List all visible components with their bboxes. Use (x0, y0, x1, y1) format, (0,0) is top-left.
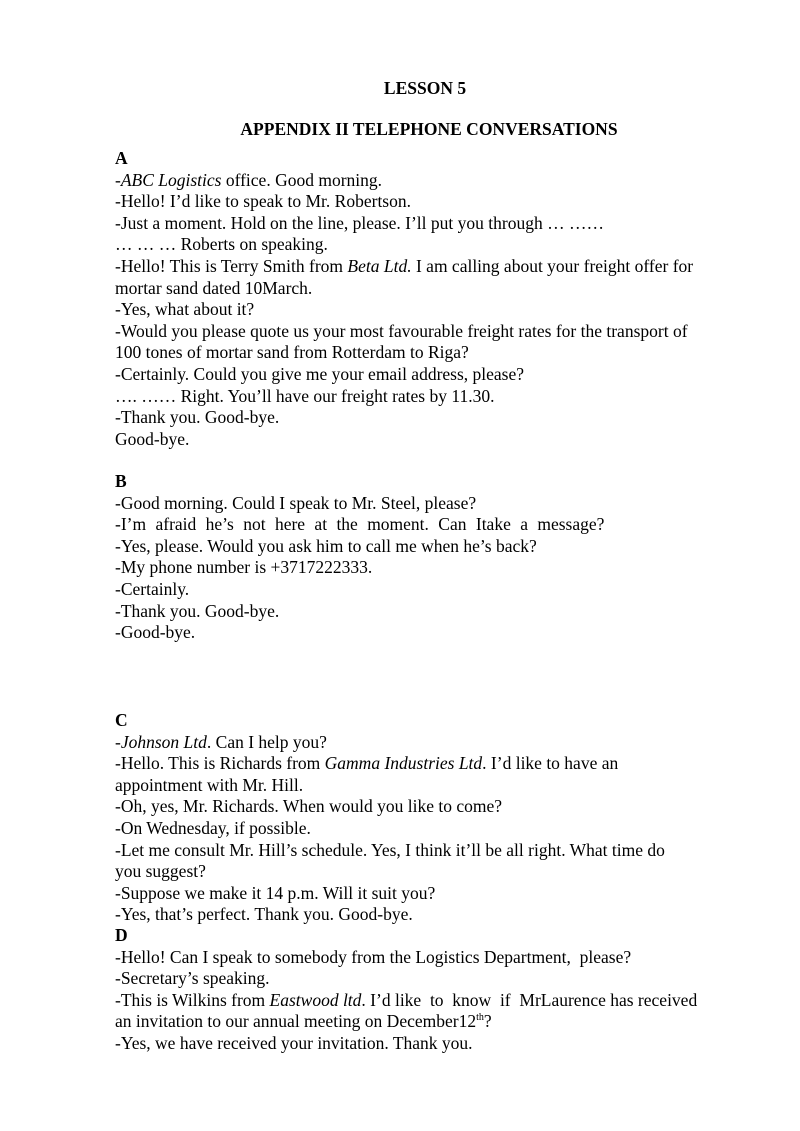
dialogue-line: -My phone number is +3717222333. (115, 557, 373, 578)
dialogue-line: -Yes, please. Would you ask him to call me when he’s back? (115, 535, 537, 556)
dialogue-line: -On Wednesday, if possible. (115, 817, 311, 838)
dialogue-line: -Thank you. Good-bye. (115, 600, 280, 621)
conversation-d (115, 925, 755, 1055)
dialogue-line: -Good-bye. (115, 622, 196, 643)
dialogue-line: -Suppose we make it 14 p.m. Will it suit you? (115, 882, 436, 903)
dialogue-line: -Johnson Ltd. Can I help you? (115, 731, 327, 752)
dialogue-line: -Just a moment. Hold on the line, please. I’ll put you through … …… (115, 212, 604, 233)
section-letter-d: D (115, 925, 128, 945)
dialogue-line: -Hello! Can I speak to somebody from the Logistics Department, please? (115, 946, 632, 967)
dialogue-line: Good-bye. (115, 428, 190, 449)
appendix-title: APPENDIX II TELEPHONE CONVERSATIONS (240, 119, 618, 139)
conversation-c (115, 710, 755, 926)
company-name: ABC Logistics (120, 169, 222, 190)
dialogue-line: -Certainly. (115, 578, 190, 599)
dialogue-line: -Hello! This is Terry Smith from Beta Ltd. I am calling about your freight offer for (115, 255, 694, 276)
dialogue-line: …. …… Right. You’ll have our freight rates by 11.30. (115, 385, 495, 406)
dialogue-line: -Let me consult Mr. Hill’s schedule. Yes, I think it’ll be all right. What time do (115, 839, 665, 860)
dialogue-line: -I’m afraid he’s not here at the moment. Can Itake a message? (115, 514, 605, 535)
dialogue-line: -Hello. This is Richards from Gamma Industries Ltd. I’d like to have an (115, 753, 619, 774)
company-name: Eastwood ltd (269, 989, 362, 1010)
company-name: Johnson Ltd (120, 731, 207, 752)
dialogue-line: … … … Roberts on speaking. (115, 234, 328, 255)
dialogue-line: -Certainly. Could you give me your email address, please? (115, 363, 525, 384)
dialogue-line: -Yes, that’s perfect. Thank you. Good-bye. (115, 904, 413, 925)
dialogue-line: appointment with Mr. Hill. (115, 774, 304, 795)
section-letter-b: B (115, 471, 127, 491)
dialogue-line: -Hello! I’d like to speak to Mr. Robertson. (115, 191, 411, 212)
dialogue-line: -Oh, yes, Mr. Richards. When would you like to come? (115, 796, 503, 817)
section-letter-c: C (115, 710, 128, 730)
dialogue-line: mortar sand dated 10March. (115, 277, 313, 298)
dialogue-line: -This is Wilkins from Eastwood ltd. I’d like to know if MrLaurence has received (115, 989, 698, 1010)
dialogue-line: -Would you please quote us your most favourable freight rates for the transport of (115, 320, 688, 341)
dialogue-line: -ABC Logistics office. Good morning. (115, 169, 383, 190)
dialogue-line: an invitation to our annual meeting on December12th? (115, 1011, 492, 1032)
lesson-title: LESSON 5 (383, 78, 467, 98)
dialogue-line: -Yes, we have received your invitation. Thank you. (115, 1032, 473, 1053)
dialogue-line: -Thank you. Good-bye. (115, 407, 280, 428)
section-letter-a: A (115, 148, 128, 168)
dialogue-line: 100 tones of mortar sand from Rotterdam to Riga? (115, 342, 469, 363)
conversation-b (115, 471, 755, 644)
conversation-a (115, 148, 755, 450)
company-name: Beta Ltd. (347, 255, 412, 276)
dialogue-line: -Secretary’s speaking. (115, 968, 270, 989)
ordinal-suffix: th (476, 1012, 484, 1024)
company-name: Gamma Industries Ltd (324, 753, 483, 774)
dialogue-line: -Good morning. Could I speak to Mr. Steel, please? (115, 492, 477, 513)
dialogue-line: you suggest? (115, 861, 206, 882)
dialogue-line: -Yes, what about it? (115, 299, 255, 320)
